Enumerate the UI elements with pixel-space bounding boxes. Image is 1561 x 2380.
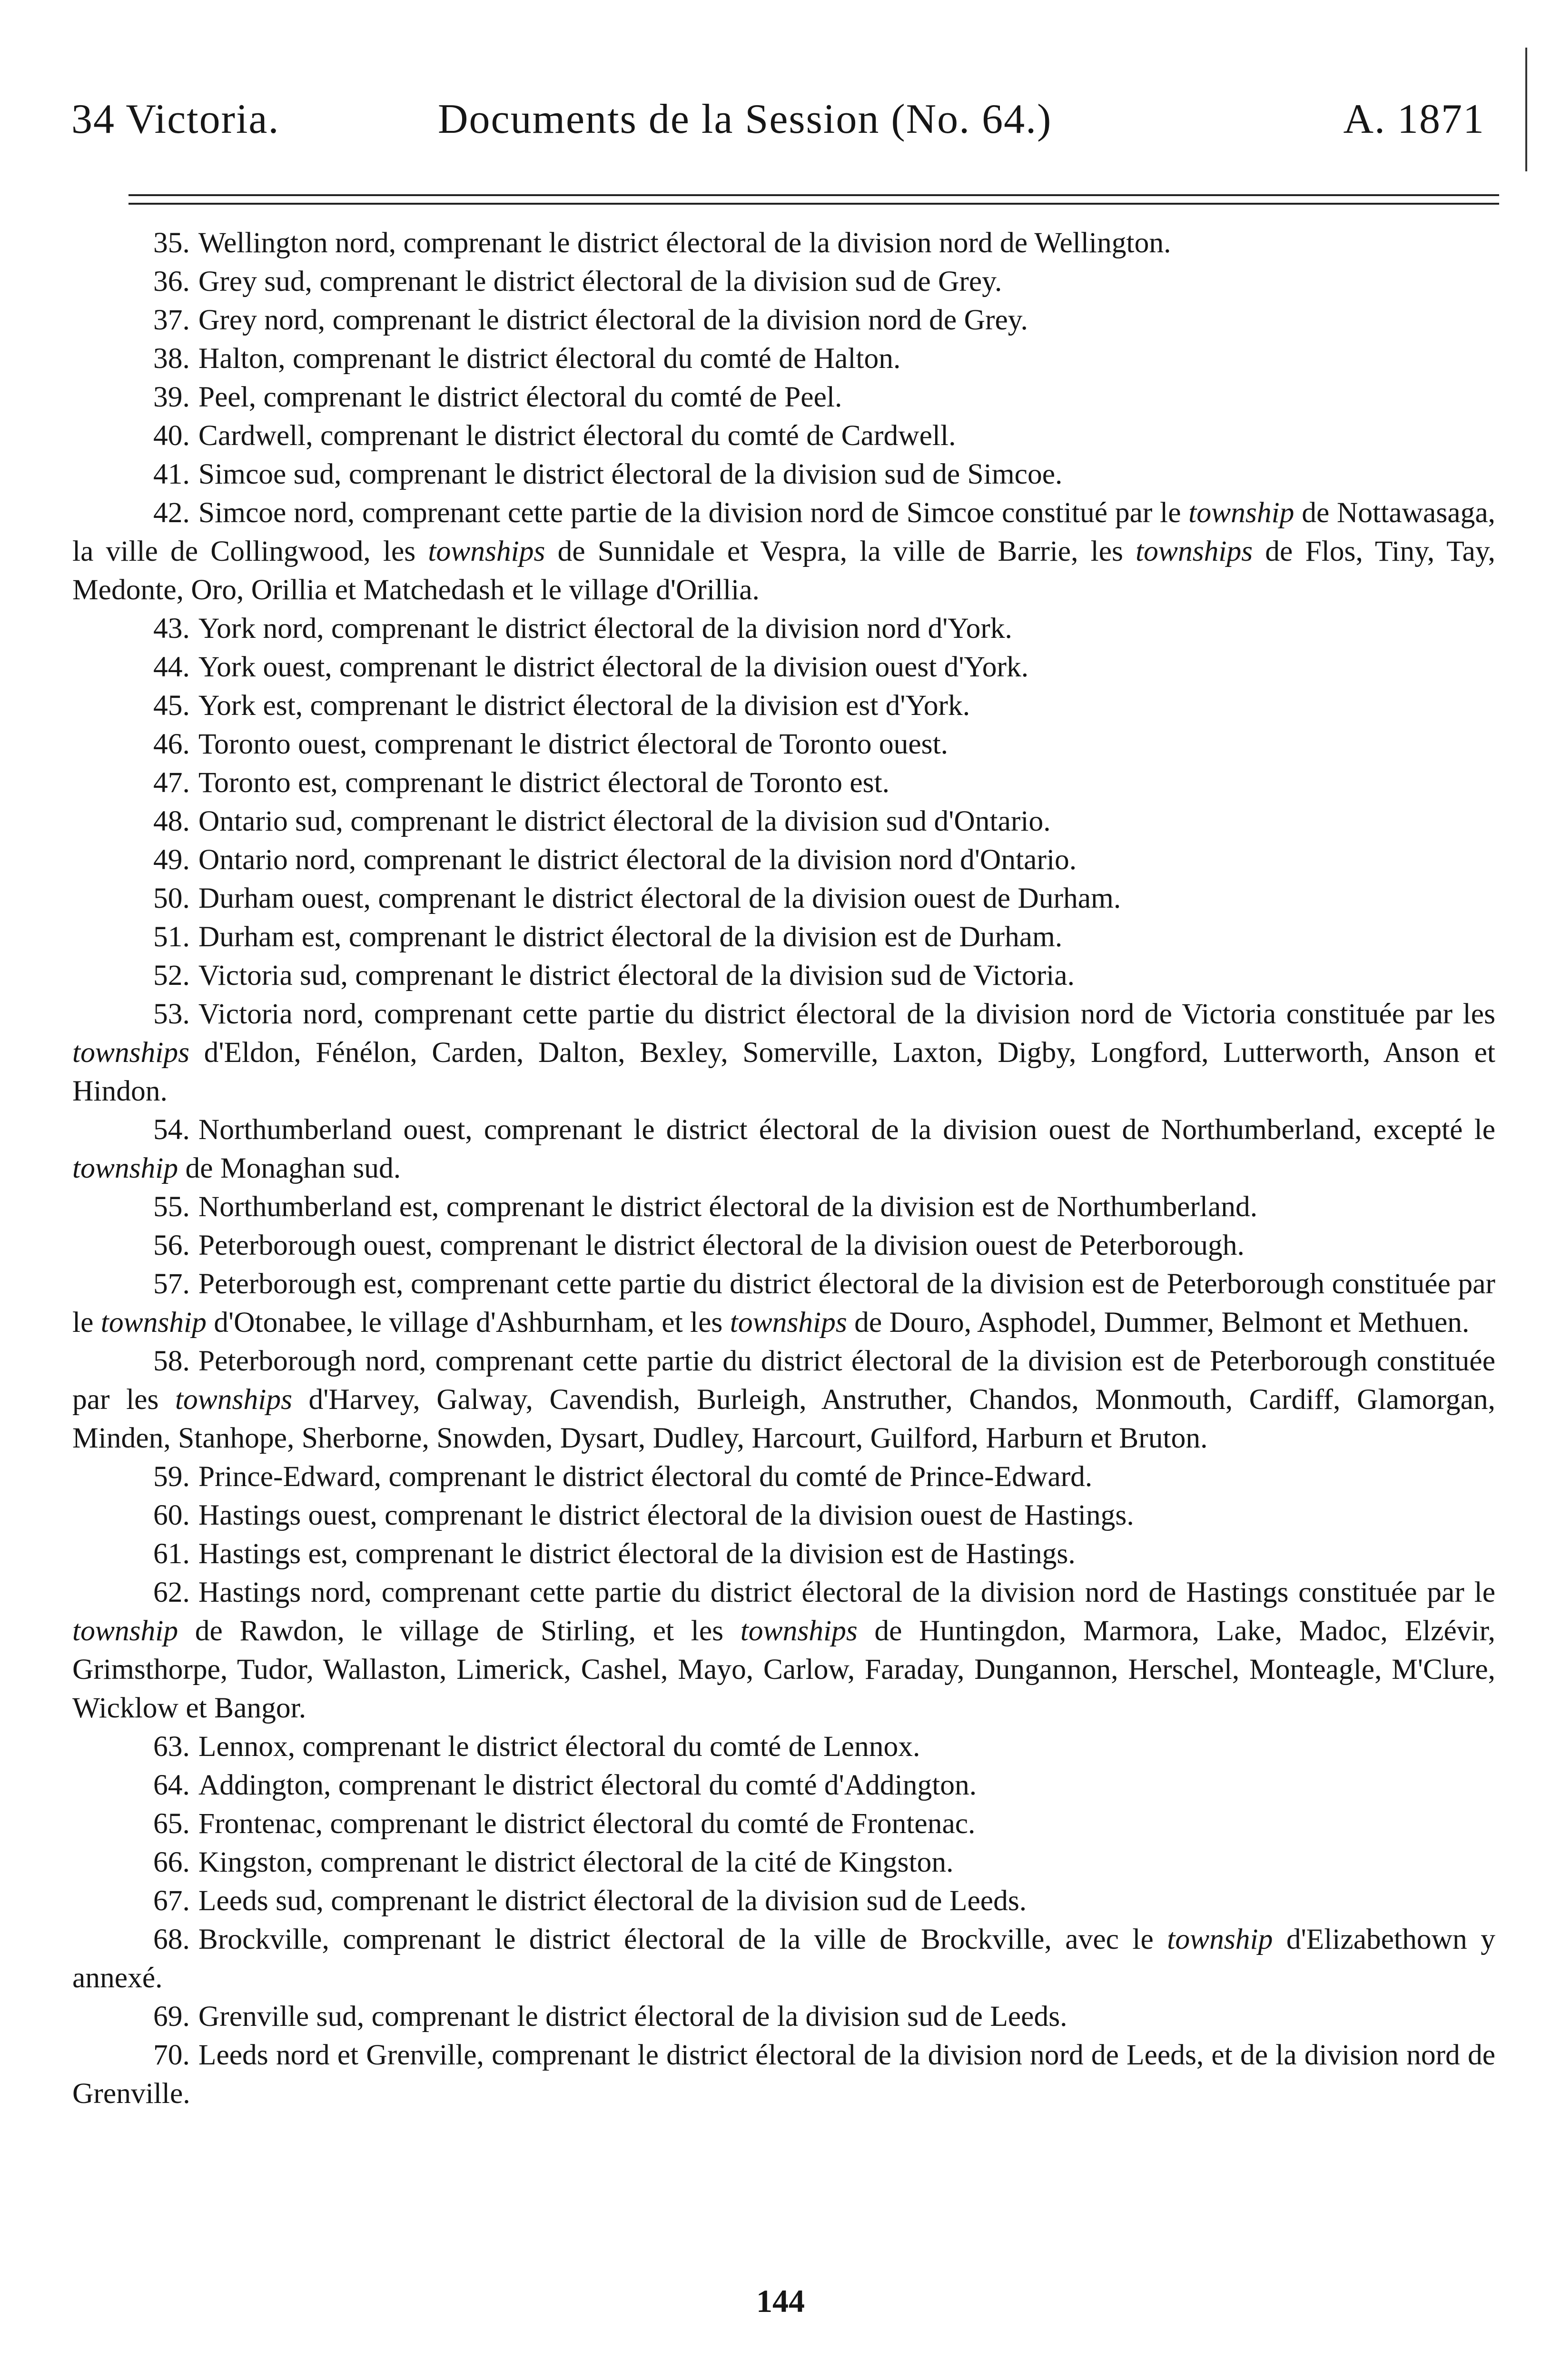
entry-text xyxy=(190,265,1002,298)
entry-text-segment: Addington, comprenant le district électoral du comté d'Addington. xyxy=(198,1769,977,1801)
entry-number: 52. xyxy=(153,959,190,992)
entry-text xyxy=(190,651,1028,683)
district-entry xyxy=(72,1805,1495,1843)
district-entry xyxy=(72,301,1495,339)
entry-number: 56. xyxy=(153,1229,190,1261)
entry-text-segment: Wellington nord, comprenant le district électoral de la division nord de Wellington. xyxy=(198,227,1171,259)
entry-text xyxy=(190,689,970,722)
entry-text xyxy=(190,612,1012,645)
entry-text xyxy=(190,419,956,452)
entry-text xyxy=(72,1345,1495,1454)
entry-number: 38. xyxy=(153,342,190,375)
entry-number: 35. xyxy=(153,227,190,259)
entry-text-segment: Cardwell, comprenant le district électoral du comté de Cardwell. xyxy=(198,419,956,452)
entry-text xyxy=(190,1846,954,1878)
entry-text-segment: Simcoe sud, comprenant le district électoral de la division sud de Simcoe. xyxy=(198,458,1063,490)
entry-text-italic: townships xyxy=(740,1615,858,1647)
entry-text-segment: Durham ouest, comprenant le district électoral de la division ouest de Durham. xyxy=(198,882,1121,914)
entry-text xyxy=(190,227,1171,259)
entry-text xyxy=(190,882,1121,914)
entry-text-segment: Northumberland ouest, comprenant le district électoral de la division ouest de Northumberland, excepté le xyxy=(198,1113,1495,1146)
entry-text-segment: de Rawdon, le village de Stirling, et les xyxy=(178,1615,741,1647)
entry-number: 64. xyxy=(153,1769,190,1801)
entry-number: 43. xyxy=(153,612,190,645)
entry-number: 48. xyxy=(153,805,190,837)
entry-text-italic: townships xyxy=(730,1306,847,1339)
entry-text xyxy=(190,1807,976,1840)
entry-number: 68. xyxy=(153,1923,190,1955)
entry-number: 39. xyxy=(153,381,190,413)
entry-text-segment: Kingston, comprenant le district électoral de la cité de Kingston. xyxy=(198,1846,954,1878)
district-entry xyxy=(72,725,1495,764)
entry-number: 58. xyxy=(153,1345,190,1377)
entry-text xyxy=(190,805,1051,837)
district-entry xyxy=(72,378,1495,416)
entry-text-segment: Leeds nord et Grenville, comprenant le district électoral de la division nord de Leeds, et de la division nord de Grenville. xyxy=(72,2039,1495,2110)
entry-text xyxy=(190,1499,1134,1531)
district-entry xyxy=(72,1920,1495,1997)
entry-text-segment: Grey sud, comprenant le district électoral de la division sud de Grey. xyxy=(198,265,1002,298)
district-entry xyxy=(72,1882,1495,1920)
entry-text-italic: townships xyxy=(1136,535,1253,567)
entry-text-segment: d'Harvey, Galway, Cavendish, Burleigh, Anstruther, Chandos, Monmouth, Cardiff, Glamorgan, Minden, Stanhope, Sherborne, Snowden, Dysart, Dudley, Harcourt, Guilford, Harburn et Bruton. xyxy=(72,1383,1496,1454)
entry-text xyxy=(190,1460,1092,1493)
district-entry xyxy=(72,686,1495,725)
entry-number: 37. xyxy=(153,304,190,336)
electoral-district-list xyxy=(72,224,1495,2113)
entry-text-segment: Lennox, comprenant le district électoral du comté de Lennox. xyxy=(198,1730,920,1763)
entry-text xyxy=(190,1537,1076,1570)
district-entry xyxy=(72,224,1495,262)
district-entry xyxy=(72,956,1495,995)
entry-text xyxy=(190,458,1063,490)
entry-text xyxy=(72,496,1495,606)
entry-text-segment: Grenville sud, comprenant le district électoral de la division sud de Leeds. xyxy=(198,2000,1067,2033)
entry-text-segment: Northumberland est, comprenant le district électoral de la division est de Northumberland. xyxy=(198,1190,1258,1223)
entry-text xyxy=(72,1923,1495,1994)
entry-number: 63. xyxy=(153,1730,190,1763)
entry-text-italic: township xyxy=(72,1152,178,1184)
entry-text-segment: York ouest, comprenant le district électoral de la division ouest d'York. xyxy=(198,651,1029,683)
entry-number: 67. xyxy=(153,1884,190,1917)
entry-text-segment: de Flos, Tiny, Tay, Medonte, Oro, Orillia et Matchedash et le village d'Orillia. xyxy=(72,535,1496,606)
header-year: A. 1871 xyxy=(1343,96,1485,142)
entry-text xyxy=(190,342,901,375)
entry-text-segment: York nord, comprenant le district électoral de la division nord d'York. xyxy=(198,612,1012,645)
district-entry xyxy=(72,1843,1495,1882)
rule-line xyxy=(128,203,1499,205)
entry-number: 40. xyxy=(153,419,190,452)
district-entry xyxy=(72,416,1495,455)
entry-number: 61. xyxy=(153,1537,190,1570)
entry-number: 54. xyxy=(153,1113,190,1146)
entry-text-segment: Hastings ouest, comprenant le district électoral de la division ouest de Hastings. xyxy=(198,1499,1134,1531)
page-number: 144 xyxy=(756,2283,805,2319)
entry-text xyxy=(190,766,889,799)
district-entry xyxy=(72,918,1495,956)
entry-number: 50. xyxy=(153,882,190,914)
page-edge-line xyxy=(1525,48,1527,171)
district-entry xyxy=(72,879,1495,918)
entry-text-segment: Durham est, comprenant le district électoral de la division est de Durham. xyxy=(198,921,1063,953)
entry-text-italic: township xyxy=(72,1615,178,1647)
entry-text xyxy=(72,1113,1495,1184)
header-session-year: 34 Victoria. xyxy=(71,96,280,142)
rule-line xyxy=(128,194,1499,196)
entry-text-segment: Toronto ouest, comprenant le district électoral de Toronto ouest. xyxy=(198,728,948,760)
entry-text-segment: de Nottawasaga, la ville de Collingwood, les xyxy=(72,496,1496,567)
entry-text-segment: d'Otonabee, le village d'Ashburnham, et les xyxy=(206,1306,730,1339)
header-document-title: Documents de la Session (No. 64.) xyxy=(438,96,1052,142)
entry-text xyxy=(190,959,1075,992)
district-entry xyxy=(72,2036,1495,2113)
entry-text xyxy=(72,1268,1495,1339)
district-entry xyxy=(72,339,1495,378)
entry-number: 46. xyxy=(153,728,190,760)
entry-text-italic: township xyxy=(100,1306,207,1339)
district-entry xyxy=(72,1766,1495,1805)
entry-text-segment: de Monaghan sud. xyxy=(178,1152,401,1184)
entry-text-segment: de Douro, Asphodel, Dummer, Belmont et Methuen. xyxy=(847,1306,1470,1339)
entry-text-segment: Simcoe nord, comprenant cette partie de la division nord de Simcoe constitué par le xyxy=(198,496,1189,529)
entry-text-segment: Peterborough est, comprenant cette partie du district électoral de la division est de Peterborough constituée par le xyxy=(72,1268,1495,1339)
entry-text xyxy=(190,728,948,760)
entry-text xyxy=(72,2039,1495,2110)
district-entry xyxy=(72,609,1495,648)
entry-text-segment: Hastings est, comprenant le district électoral de la division est de Hastings. xyxy=(198,1537,1076,1570)
entry-text-italic: townships xyxy=(175,1383,292,1416)
entry-text-italic: township xyxy=(1188,496,1294,529)
entry-number: 45. xyxy=(153,689,190,722)
district-entry xyxy=(72,1188,1495,1226)
entry-number: 49. xyxy=(153,843,190,876)
entry-text-segment: Leeds sud, comprenant le district électoral de la division sud de Leeds. xyxy=(198,1884,1027,1917)
district-entry xyxy=(72,995,1495,1111)
entry-text-italic: township xyxy=(1167,1923,1273,1955)
district-entry xyxy=(72,1727,1495,1766)
district-entry xyxy=(72,262,1495,301)
district-entry xyxy=(72,1458,1495,1496)
district-entry xyxy=(72,841,1495,879)
district-entry xyxy=(72,1573,1495,1727)
district-entry xyxy=(72,494,1495,609)
district-entry xyxy=(72,1342,1495,1458)
entry-text xyxy=(72,1576,1495,1724)
entry-text xyxy=(190,2000,1067,2033)
entry-number: 51. xyxy=(153,921,190,953)
entry-text xyxy=(190,1190,1257,1223)
entry-number: 62. xyxy=(153,1576,190,1608)
entry-text-italic: townships xyxy=(428,535,545,567)
entry-number: 65. xyxy=(153,1807,190,1840)
entry-number: 66. xyxy=(153,1846,190,1878)
entry-number: 59. xyxy=(153,1460,190,1493)
district-entry xyxy=(72,1226,1495,1265)
entry-text-segment: Hastings nord, comprenant cette partie du district électoral de la division nord de Hastings constituée par le xyxy=(198,1576,1495,1608)
running-header xyxy=(71,90,1494,162)
entry-text-segment: Toronto est, comprenant le district électoral de Toronto est. xyxy=(198,766,890,799)
district-entry xyxy=(72,764,1495,802)
entry-text xyxy=(190,381,842,413)
entry-text xyxy=(190,1229,1245,1261)
entry-text-segment: Peterborough nord, comprenant cette partie du district électoral de la division est de Peterborough constituée par les xyxy=(72,1345,1495,1416)
district-entry xyxy=(72,455,1495,494)
entry-text xyxy=(190,1884,1027,1917)
entry-number: 47. xyxy=(153,766,190,799)
entry-text-segment: Peterborough ouest, comprenant le district électoral de la division ouest de Peterborough. xyxy=(198,1229,1245,1261)
entry-text xyxy=(72,998,1495,1107)
entry-text-segment: Grey nord, comprenant le district électoral de la division nord de Grey. xyxy=(198,304,1028,336)
entry-text-segment: Victoria nord, comprenant cette partie du district électoral de la division nord de Victoria constituée par les xyxy=(198,998,1495,1030)
entry-text-segment: Ontario sud, comprenant le district électoral de la division sud d'Ontario. xyxy=(198,805,1051,837)
entry-text-segment: de Sunnidale et Vespra, la ville de Barrie, les xyxy=(545,535,1136,567)
district-entry xyxy=(72,802,1495,841)
entry-text-segment: Brockville, comprenant le district électoral de la ville de Brockville, avec le xyxy=(198,1923,1167,1955)
entry-text-segment: Halton, comprenant le district électoral du comté de Halton. xyxy=(198,342,901,375)
header-double-rule xyxy=(128,194,1499,211)
entry-number: 41. xyxy=(153,458,190,490)
entry-number: 57. xyxy=(153,1268,190,1300)
entry-text xyxy=(190,1730,920,1763)
district-entry xyxy=(72,1265,1495,1342)
entry-text-segment: Victoria sud, comprenant le district électoral de la division sud de Victoria. xyxy=(198,959,1075,992)
entry-text-italic: townships xyxy=(72,1036,190,1069)
district-entry xyxy=(72,1535,1495,1573)
entry-number: 69. xyxy=(153,2000,190,2033)
entry-number: 55. xyxy=(153,1190,190,1223)
entry-number: 36. xyxy=(153,265,190,298)
district-entry xyxy=(72,1997,1495,2036)
entry-text-segment: Frontenac, comprenant le district électoral du comté de Frontenac. xyxy=(198,1807,976,1840)
entry-text-segment: d'Elizabethown y annexé. xyxy=(72,1923,1495,1994)
entry-text-segment: Ontario nord, comprenant le district électoral de la division nord d'Ontario. xyxy=(198,843,1077,876)
entry-text xyxy=(190,921,1062,953)
entry-number: 44. xyxy=(153,651,190,683)
entry-text-segment: d'Eldon, Fénélon, Carden, Dalton, Bexley, Somerville, Laxton, Digby, Longford, Lutterworth, Anson et Hindon. xyxy=(72,1036,1495,1107)
entry-text xyxy=(190,843,1077,876)
entry-number: 60. xyxy=(153,1499,190,1531)
entry-text-segment: York est, comprenant le district électoral de la division est d'York. xyxy=(198,689,970,722)
entry-number: 42. xyxy=(153,496,190,529)
entry-text xyxy=(190,1769,977,1801)
district-entry xyxy=(72,1496,1495,1535)
entry-text-segment: de Huntingdon, Marmora, Lake, Madoc, Elzévir, Grimsthorpe, Tudor, Wallaston, Limerick, Cashel, Mayo, Carlow, Faraday, Dungannon, Herschel, Monteagle, M'Clure, Wicklow et Bangor. xyxy=(72,1615,1496,1724)
entry-text-segment: Prince-Edward, comprenant le district électoral du comté de Prince-Edward. xyxy=(198,1460,1093,1493)
entry-text xyxy=(190,304,1028,336)
district-entry xyxy=(72,648,1495,686)
entry-number: 53. xyxy=(153,998,190,1030)
entry-text-segment: Peel, comprenant le district électoral du comté de Peel. xyxy=(198,381,842,413)
entry-number: 70. xyxy=(153,2039,190,2071)
district-entry xyxy=(72,1111,1495,1188)
